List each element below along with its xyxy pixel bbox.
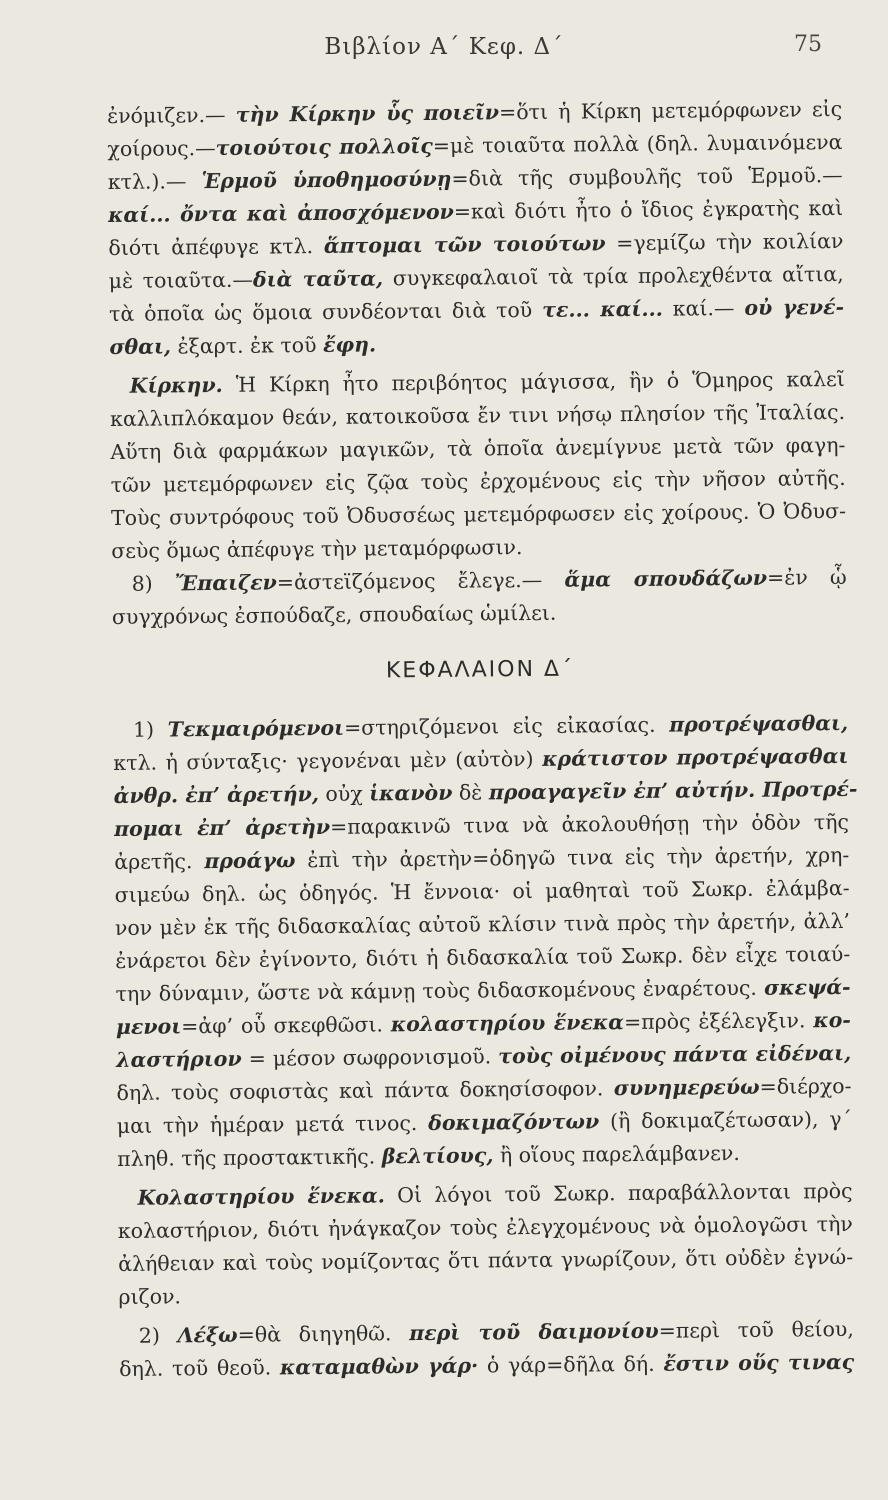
text-segment: κτλ. ἡ σύνταξις· γεγονέναι μὲν (αὐτὸν) — [113, 746, 543, 775]
text-segment: Ἡ Κίρκη ἦτο περιβόητος μάγισσα, ἣν ὁ Ὅμηρος καλεῖ — [222, 366, 845, 397]
text-segment: =ἐν ᾧ — [766, 564, 847, 590]
lemma-term: Τεκμαιρόμενοι — [167, 715, 345, 742]
text-segment: ριζον. — [118, 1284, 182, 1309]
lemma-term: πομαι ἐπ’ ἀρετὴν — [113, 814, 331, 841]
text-segment: κολαστήριον, διότι ἠνάγκαζον τοὺς ἐλεγχομένους νὰ ὁμολογῶσι τὴν — [117, 1211, 853, 1243]
notes-paragraph-kolasterion — [117, 1175, 853, 1314]
lemma-term: προαγαγεῖν ἐπ’ αὐτήν. Προτρέ- — [488, 776, 858, 805]
text-segment: την δύναμιν, ὥστε νὰ κάμνῃ τοὺς διδασκομένους ἐναρέτους. — [115, 975, 765, 1006]
text-segment: Τοὺς συντρόφους τοῦ Ὀδυσσέως μετεμόρφωσεν εἰς χοίρους. Ὁ Ὀδυσ- — [110, 498, 847, 530]
text-segment: ὁ γάρ=δῆλα δή. — [478, 1351, 664, 1378]
text-segment: =διὰ τῆς συμβουλῆς τοῦ Ἑρμοῦ.— — [451, 162, 843, 191]
lemma-term: ἅπτομαι τῶν τοιούτων — [323, 231, 606, 258]
notes-paragraph-8 — [111, 561, 847, 634]
text-segment: 2) — [138, 1323, 178, 1348]
text-segment: διότι ἀπέφυγε κτλ. — [108, 233, 324, 260]
text-segment: καλλιπλόκαμον θεάν, κατοικοῦσα ἔν τινι νήσῳ πλησίον τῆς Ἰταλίας. — [109, 399, 846, 431]
text-segment: =περὶ τοῦ θείου, — [658, 1316, 854, 1343]
text-segment: καί.— — [662, 295, 745, 321]
lemma-term: προάγω — [204, 848, 296, 874]
lemma-term: τοὺς οἰμένους πάντα εἰδέναι, — [498, 1040, 852, 1069]
text-segment: (ἢ δοκιμαζέτωσαν), γ΄ — [599, 1106, 852, 1134]
text-segment: συγκεφαλαιοῖ τὰ τρία προλεχθέντα αἴτια, — [383, 261, 844, 291]
lemma-term: σθαι, — [109, 334, 172, 359]
text-segment: χοίρους.— — [107, 135, 216, 161]
text-segment: συγχρόνως ἐσπούδαζε, σπουδαίως ὡμίλει. — [111, 600, 557, 629]
text-segment: δηλ. τοὺς σοφιστὰς καὶ πάντα δοκησίσοφον. — [116, 1076, 614, 1105]
text-segment: σεὺς ὅμως ἀπέφυγε τὴν μεταμόρφωσιν. — [111, 535, 523, 563]
text-segment: σιμεύω δηλ. ὡς ὁδηγός. Ἡ ἔννοια· οἱ μαθηταὶ τοῦ Σωκρ. ἐλάμβα- — [114, 875, 850, 907]
lemma-term: Ἔπαιζεν — [174, 570, 277, 596]
text-segment: =στηριζόμενοι εἰς εἰκασίας. — [343, 712, 670, 740]
text-segment: =διέρχο- — [759, 1073, 852, 1099]
text-line — [109, 291, 844, 331]
text-segment: μὲ τοιαῦτα.— — [108, 267, 254, 293]
text-segment: ἐπὶ τὴν ἀρετὴν=ὁδηγῶ τινα εἰς τὴν ἀρετήν, χρη- — [295, 842, 850, 873]
lemma-term: τε... καί... — [542, 296, 663, 322]
text-segment: ἢ οἵους παρελάμβανεν. — [493, 1140, 740, 1168]
lemma-term: ἔφη. — [322, 332, 377, 357]
notes-paragraph-kirke — [110, 363, 847, 568]
text-segment: πληθ. τῆς προστακτικῆς. — [117, 1144, 382, 1171]
text-segment: =γεμίζω τὴν κοιλίαν — [605, 228, 844, 256]
text-segment: ἐξαρτ. ἐκ τοῦ — [170, 332, 324, 359]
text-line — [118, 1241, 853, 1281]
text-line — [119, 1346, 854, 1386]
text-segment: = μέσον σωφρονισμοῦ. — [241, 1044, 499, 1071]
text-line — [111, 495, 846, 535]
lemma-term: καί... ὄντα καὶ ἀποσχόμενον — [107, 199, 454, 227]
lemma-term: τὴν Κίρκην ὗς ποιεῖν — [235, 100, 500, 127]
text-line — [111, 561, 846, 601]
lemma-term: προτρέψασθαι, — [669, 710, 849, 737]
text-segment: Οἱ λόγοι τοῦ Σωκρ. παραβάλλονται πρὸς — [384, 1178, 853, 1208]
text-segment: =ἀφ’ οὗ σκεφθῶσι. — [181, 1012, 391, 1039]
running-title: Βιβλίον Α΄ Κεφ. Δ΄ — [324, 34, 564, 60]
lemma-term: σκεψά- — [763, 974, 851, 1000]
lemma-term: διὰ ταῦτα, — [252, 266, 384, 292]
lemma-term: Λέξω — [177, 1322, 238, 1348]
lemma-term: Κολαστηρίου ἕνεκα. — [137, 1183, 385, 1210]
text-segment: =ἀστεϊζόμενος ἔλεγε.— — [276, 567, 565, 595]
text-segment: δὲ — [452, 780, 489, 805]
lemma-term: κο- — [813, 1007, 851, 1033]
lemma-term: Ἑρμοῦ ὑποθημοσύνῃ — [201, 166, 452, 194]
text-segment: νον μὲν ἐκ τῆς διδασκαλίας αὐτοῦ κλίσιν τινὰ πρὸς τὴν ἀρετήν, ἀλλ’ — [114, 908, 851, 940]
lemma-term: λαστήριον — [116, 1046, 242, 1072]
lemma-term: καταμαθὼν γάρ· — [279, 1353, 479, 1380]
text-segment: κτλ.).— — [107, 169, 202, 194]
lemma-term: συνημερεύω — [613, 1074, 760, 1101]
text-segment: =μὲ τοιαῦτα πολλὰ (δηλ. λυμαινόμενα — [432, 129, 843, 158]
lemma-term: περὶ τοῦ δαιμονίου — [409, 1318, 659, 1346]
text-segment: =ὅτι ἡ Κίρκη μετεμόρφωνεν εἰς — [498, 96, 843, 125]
lemma-term: κράτιστον προτρέψασθαι — [542, 743, 849, 771]
chapter-heading: ΚΕΦΑΛΑΙΟΝ Δ΄ — [385, 656, 575, 684]
lemma-term: ἱκανὸν — [369, 780, 453, 806]
lemma-term: τοιούτοις πολλοῖς — [215, 133, 433, 160]
text-segment: δηλ. τοῦ θεοῦ. — [119, 1355, 281, 1381]
text-line — [117, 1103, 852, 1143]
text-segment: ἀλήθειαν καὶ τοὺς νομίζοντας ὅτι πάντα γνωρίζουν, ὅτι οὐδὲν ἐγνώ- — [118, 1244, 854, 1276]
body-text — [107, 93, 858, 1386]
text-segment: 8) — [131, 571, 175, 596]
lemma-term: ἔστιν οὕς τινας — [663, 1349, 855, 1376]
text-segment: ἀρετῆς. — [114, 849, 205, 874]
text-segment: =παρακινῶ τινα νὰ ἀκολουθήσῃ τὴν ὁδὸν τῆς — [329, 809, 850, 839]
text-segment: =καὶ διότι ἦτο ὁ ἴδιος ἐγκρατὴς καὶ — [453, 195, 844, 224]
text-segment: =θὰ διηγηθῶ. — [237, 1321, 410, 1347]
text-segment: τῶν μετεμόρφωνεν εἰς ζῷα τοὺς ἐρχομένους εἰς τὴν νῆσον αὐτῆς. — [110, 465, 846, 497]
lemma-term: δοκιμαζόντων — [428, 1109, 600, 1135]
notes-paragraph-2 — [119, 1313, 855, 1386]
lemma-term: Κίρκην. — [129, 372, 223, 398]
lemma-term: μενοι — [115, 1014, 182, 1039]
text-segment: 1) — [132, 717, 168, 742]
notes-paragraph-1 — [107, 93, 845, 364]
text-segment: τὰ ὁποῖα ὡς ὅμοια συνδέονται διὰ τοῦ — [108, 297, 543, 326]
text-segment: μαι τὴν ἡμέραν μετά τινος. — [116, 1110, 429, 1138]
text-segment: οὐχ — [318, 781, 370, 806]
running-header — [0, 34, 888, 74]
text-segment: Αὕτη διὰ φαρμάκων μαγικῶν, τὰ ὁποῖα ἀνεμίγνυε μετὰ τῶν φαγη- — [110, 432, 846, 464]
text-segment: =πρὸς ἐξέλεγξιν. — [623, 1008, 814, 1035]
text-segment: ἐνόμιζεν.— — [107, 102, 236, 128]
text-segment: ἐνάρετοι δὲν ἐγίνοντο, διότι ἡ διδασκαλία τοῦ Σωκρ. δὲν εἶχε τοιαύ- — [115, 941, 851, 973]
lemma-term: ἀνθρ. ἐπ’ ἀρετήν, — [113, 781, 320, 808]
lemma-term: ἅμα σπουδάζων — [564, 565, 768, 592]
lemma-term: κολαστηρίου ἕνεκα — [390, 1010, 625, 1037]
lemma-term: οὐ γενέ- — [744, 294, 845, 320]
lemma-term: βελτίους, — [381, 1143, 494, 1169]
notes-paragraph-chapter-1 — [113, 707, 858, 1176]
page-number: 75 — [794, 32, 822, 57]
